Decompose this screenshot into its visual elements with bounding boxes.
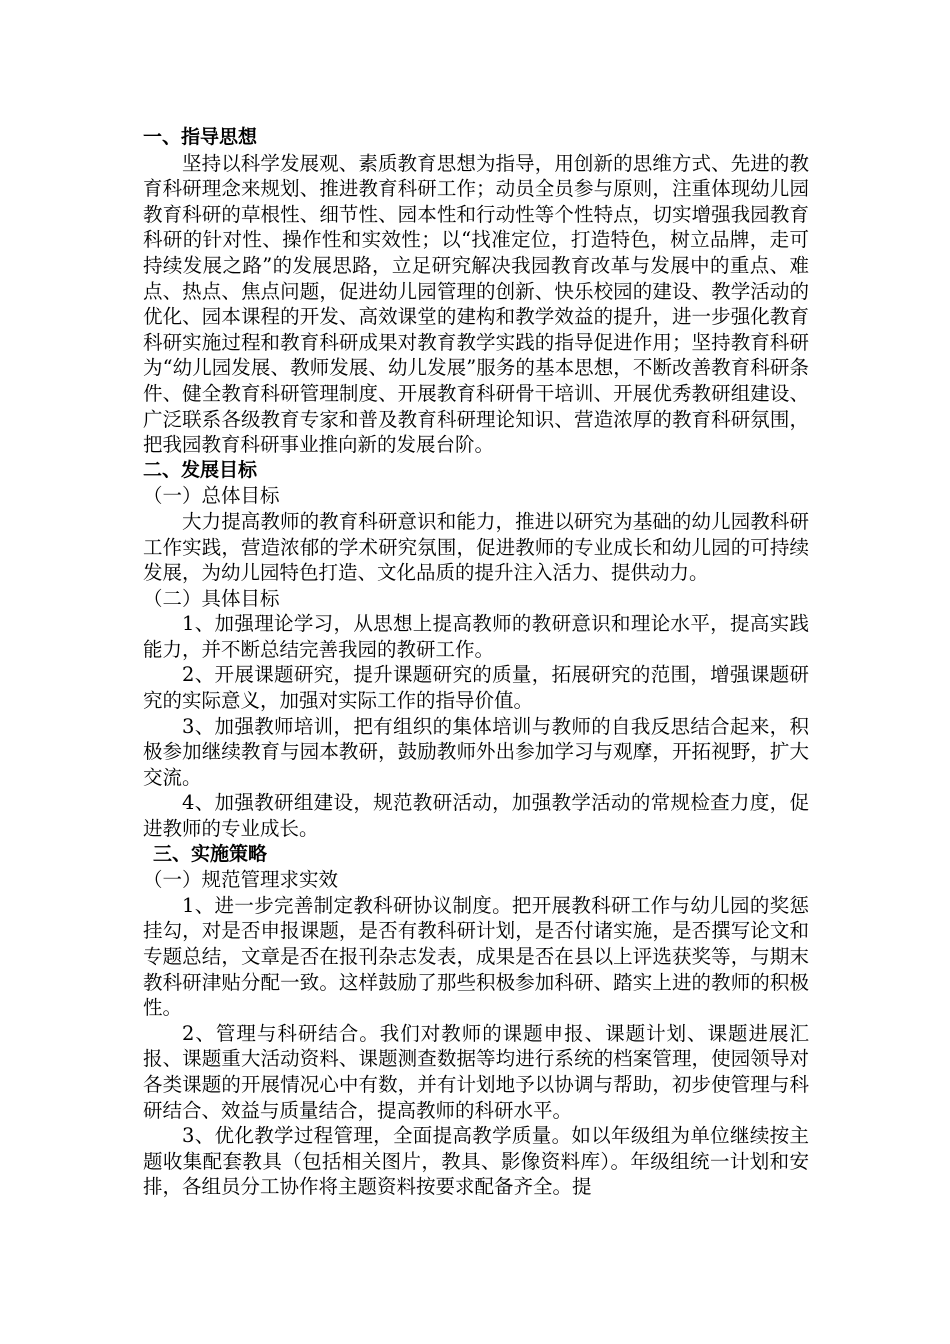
body-paragraph: 大力提高教师的教育科研意识和能力，推进以研究为基础的幼儿园教科研工作实践，营造浓郁的学术研究氛围，促进教师的专业成长和幼儿园的可持续发展，为幼儿园特色打造、文化品质的提升注入活力、提供动力。 — [143, 509, 809, 585]
list-paragraph: 3、加强教师培训，把有组织的集体培训与教师的自我反思结合起来，积极参加继续教育与园本教研，鼓励教师外出参加学习与观摩，开拓视野，扩大交流。 — [143, 714, 809, 789]
list-paragraph: 4、加强教研组建设，规范教研活动，加强教学活动的常规检查力度，促进教师的专业成长。 — [143, 791, 809, 841]
section-guiding-ideology — [143, 125, 809, 458]
subsection-title: （二）具体目标 — [143, 586, 280, 610]
list-paragraph: 1、进一步完善制定教科研协议制度。把开展教科研工作与幼儿园的奖惩挂勾，对是否申报课题，是否有教科研计划，是否付诸实施，是否撰写论文和专题总结，文章是否在报刊杂志发表，成果是否在县以上评选获奖等，与期末教科研津贴分配一致。这样鼓励了那些积极参加科研、踏实上进的教师的积极性。 — [143, 893, 809, 1020]
document-body — [143, 125, 809, 1200]
subsection-title: （一）规范管理求实效 — [143, 868, 339, 892]
list-paragraph: 2、管理与科研结合。我们对教师的课题申报、课题计划、课题进展汇报、课题重大活动资料、课题测查数据等均进行系统的档案管理，使园领导对各类课题的开展情况心中有数，并有计划地予以协调与帮助，初步使管理与科研结合、效益与质量结合，提高教师的科研水平。 — [143, 1021, 809, 1122]
section-heading: 二、发展目标 — [143, 458, 258, 481]
section-development-goals — [143, 458, 809, 842]
section-heading: 一、指导思想 — [143, 126, 258, 148]
subsection-title: （一）总体目标 — [143, 484, 280, 508]
list-paragraph: 3、优化教学过程管理，全面提高教学质量。如以年级组为单位继续按主题收集配套教具（包括相关图片，教具、影像资料库）。年级组统一计划和安排，各组员分工协作将主题资料按要求配备齐全。提 — [143, 1124, 809, 1199]
list-paragraph: 1、加强理论学习，从思想上提高教师的教研意识和理论水平，提高实践能力，并不断总结完善我园的教研工作。 — [143, 612, 809, 661]
section-heading: 三、实施策略 — [153, 842, 268, 865]
section-implementation-strategy — [143, 842, 809, 1200]
list-paragraph: 2、开展课题研究，提升课题研究的质量，拓展研究的范围，增强课题研究的实际意义，加强对实际工作的指导价值。 — [143, 663, 809, 713]
body-paragraph: 坚持以科学发展观、素质教育思想为指导，用创新的思维方式、先进的教育科研理念来规划、推进教育科研工作；动员全员参与原则，注重体现幼儿园教育科研的草根性、细节性、园本性和行动性等个性特点，切实增强我园教育科研的针对性、操作性和实效性；以“找准定位，打造特色，树立品牌，走可持续发展之路”的发展思路，立足研究解决我园教育改革与发展中的重点、难点、热点、焦点问题，促进幼儿园管理的创新、快乐校园的建设、教学活动的优化、园本课程的开发、高效课堂的建构和教学效益的提升，进一步强化教育科研实施过程和教育科研成果对教育教学实践的指导促进作用；坚持教育科研为“幼儿园发展、教师发展、幼儿发展”服务的基本思想，不断改善教育科研条件、健全教育科研管理制度、开展教育科研骨干培训、开展优秀教研组建设、广泛联系各级教育专家和普及教育科研理论知识、营造浓厚的教育科研氛围，把我园教育科研事业推向新的发展台阶。 — [143, 151, 809, 457]
